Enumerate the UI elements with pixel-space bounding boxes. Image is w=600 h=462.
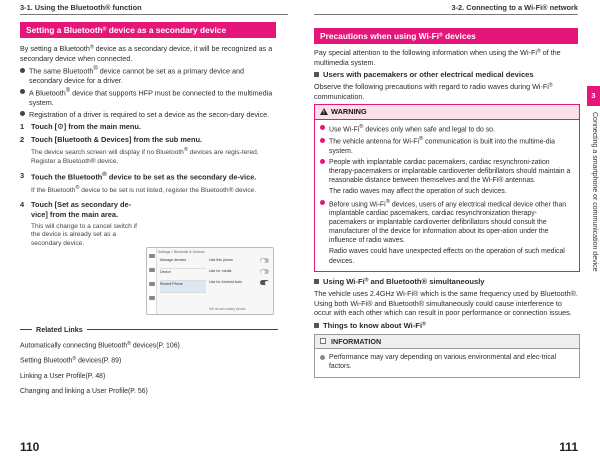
header-rule: [314, 14, 578, 15]
banner-text-tail: device as a secondary device: [106, 25, 227, 35]
device-list: [160, 257, 206, 293]
list-item[interactable]: Device: [160, 269, 206, 281]
warning-triangle-icon: [320, 108, 328, 115]
info-icon: [320, 338, 326, 344]
bullet-item: The same Bluetooth® device cannot be set as a primary device and secondary device for a driver.: [20, 66, 278, 85]
related-link[interactable]: Setting Bluetooth® devices(P. 89): [20, 356, 122, 365]
square-bullet-icon: [314, 279, 319, 284]
subheading: Users with pacemakers or other electrical medical devices: [314, 70, 580, 80]
screenshot-breadcrumb: Settings > Bluetooth & Devices: [158, 250, 205, 254]
section-header: 3-1. Using the Bluetooth® function: [20, 3, 142, 12]
step-2-note: The device search screen will display if no Bluetooth® devices are regis-tered. Register a Bluetooth® device.: [31, 147, 259, 166]
step-4: 4 Touch [Set as secondary de-vice] from the main area.: [20, 200, 132, 219]
settings-screenshot: [146, 247, 274, 315]
nav-icon: [149, 268, 155, 272]
related-links: [20, 325, 278, 396]
settings-icon: [149, 296, 155, 300]
related-link[interactable]: Automatically connecting Bluetooth® devices(P. 106): [20, 340, 180, 349]
option-row[interactable]: Use for media: [209, 268, 271, 279]
bullet-item: A Bluetooth® device that supports HFP must be connected to the multimedia system.: [20, 88, 278, 107]
bullet-dot-icon: [20, 68, 25, 73]
page-number: 111: [559, 440, 578, 454]
warning-header: ! WARNING: [315, 105, 579, 120]
warning-note: Radio waves could have unexpected effects on the operation of such medical devices.: [329, 248, 565, 265]
subheading: Using Wi-Fi® and Bluetooth® simultaneously: [314, 277, 580, 287]
step-1: 1 Touch [⚙] from the main menu.: [20, 121, 141, 131]
right-page: [300, 0, 600, 462]
phone-icon: [149, 282, 155, 286]
step-2: 2 Touch [Bluetooth & Devices] from the sub menu.: [20, 134, 203, 144]
bullet-item: Registration of a driver is required to set a device as the secon-dary device.: [20, 110, 278, 120]
subheading-paragraph: Observe the following precautions with regard to radio waves during Wi-Fi® communication.: [314, 82, 553, 101]
device-options: [209, 257, 271, 290]
information-header: INFORMATION: [315, 335, 579, 350]
section-header: 3-2. Connecting to a Wi-Fi® network: [451, 3, 578, 12]
warning-bullet: Use Wi-Fi® devices only when safe and legal to do so.: [320, 124, 574, 134]
warning-bullet: People with implantable cardiac pacemakers, cardiac resynchroni-zation therapy-pacemakers or implantable cardioverter defibrillators should maintain a reasonable distance between themselves and the Wi-Fi® antennas.: [320, 158, 574, 185]
gear-icon: ⚙: [57, 121, 64, 131]
intro-paragraph: By setting a Bluetooth® device as a secondary device, it will be recognized as a secondary device when connected.: [20, 44, 273, 63]
square-bullet-icon: [314, 72, 319, 77]
chapter-tab: 3: [587, 86, 600, 106]
intro-paragraph: Pay special attention to the following information when using the Wi-Fi® of the multimedia system.: [314, 48, 561, 67]
toggle-switch[interactable]: [260, 258, 269, 263]
warning-box: [314, 104, 580, 272]
related-link[interactable]: Changing and linking a User Profile(P. 56): [20, 387, 148, 395]
square-bullet-icon: [314, 323, 319, 328]
chapter-title-vertical: Connecting a smartphone or communication device: [591, 112, 598, 272]
bullet-dot-icon: [320, 125, 325, 130]
bullet-dot-icon: [320, 138, 325, 143]
bullet-dot-icon: [20, 111, 25, 116]
option-row[interactable]: Use for Android Auto: [209, 279, 271, 290]
step-3: 3 Touch the Bluetooth® device to be set as the secondary de-vice.: [20, 170, 257, 182]
related-link[interactable]: Linking a User Profile(P. 48): [20, 372, 106, 380]
bullet-dot-icon: [320, 200, 325, 205]
step-3-note: If the Bluetooth® device to be set is not listed, register the Bluetooth® device.: [31, 185, 257, 195]
page-number: 110: [20, 440, 40, 454]
related-links-title: Related Links: [20, 325, 278, 335]
information-body: [315, 349, 579, 377]
warning-bullet: Before using Wi-Fi® devices, users of any electrical medical device other than implantable cardiac pacemakers, cardiac resynchronization therapy-pacemakers or implantable cardioverter defibrillators should consult the manufacturer of the device for information about its oper-ation under the influence of radio waves.: [320, 199, 574, 246]
warning-body: [315, 120, 579, 271]
step-4-note: This will change to a cancel switch if the device is already set as a secondary device.: [31, 222, 137, 247]
subheading: Things to know about Wi-Fi®: [314, 321, 580, 331]
left-body: [20, 44, 278, 253]
home-icon: [149, 254, 155, 258]
section-banner: Precautions when using Wi-Fi® devices: [314, 28, 578, 44]
section-banner: [20, 22, 276, 38]
info-bullet: Performance may vary depending on various environmental and elec-trical factors.: [320, 353, 574, 371]
bullet-dot-icon: [320, 159, 325, 164]
bullet-dot-icon: [320, 355, 325, 360]
reg-mark: ®: [102, 26, 107, 33]
warning-bullet: The vehicle antenna for Wi-Fi® communication is built into the multime-dia system.: [320, 136, 574, 156]
list-item-selected[interactable]: Recent Phone: [160, 281, 206, 293]
toggle-switch[interactable]: [260, 269, 269, 274]
warning-note: The radio waves may affect the operation of such devices.: [329, 188, 507, 196]
right-body: [314, 48, 580, 378]
banner-text: Setting a Bluetooth: [26, 25, 103, 35]
toggle-switch[interactable]: [260, 280, 269, 285]
header-rule: [20, 14, 288, 15]
option-row[interactable]: Use this phone: [209, 257, 271, 268]
subheading-paragraph: The vehicle uses 2.4GHz Wi-Fi® which is the same frequency used by Bluetooth®. Using both Wi-Fi® and Bluetooth® simultaneously could cause interference to occur with each other which can result in poor performance or connection issues.: [314, 289, 578, 318]
set-secondary-button[interactable]: Set as secondary device: [209, 306, 246, 311]
list-item[interactable]: Manage devices: [160, 257, 206, 269]
bullet-dot-icon: [20, 89, 25, 94]
information-box: [314, 334, 580, 378]
screenshot-sidebar: [147, 248, 157, 314]
